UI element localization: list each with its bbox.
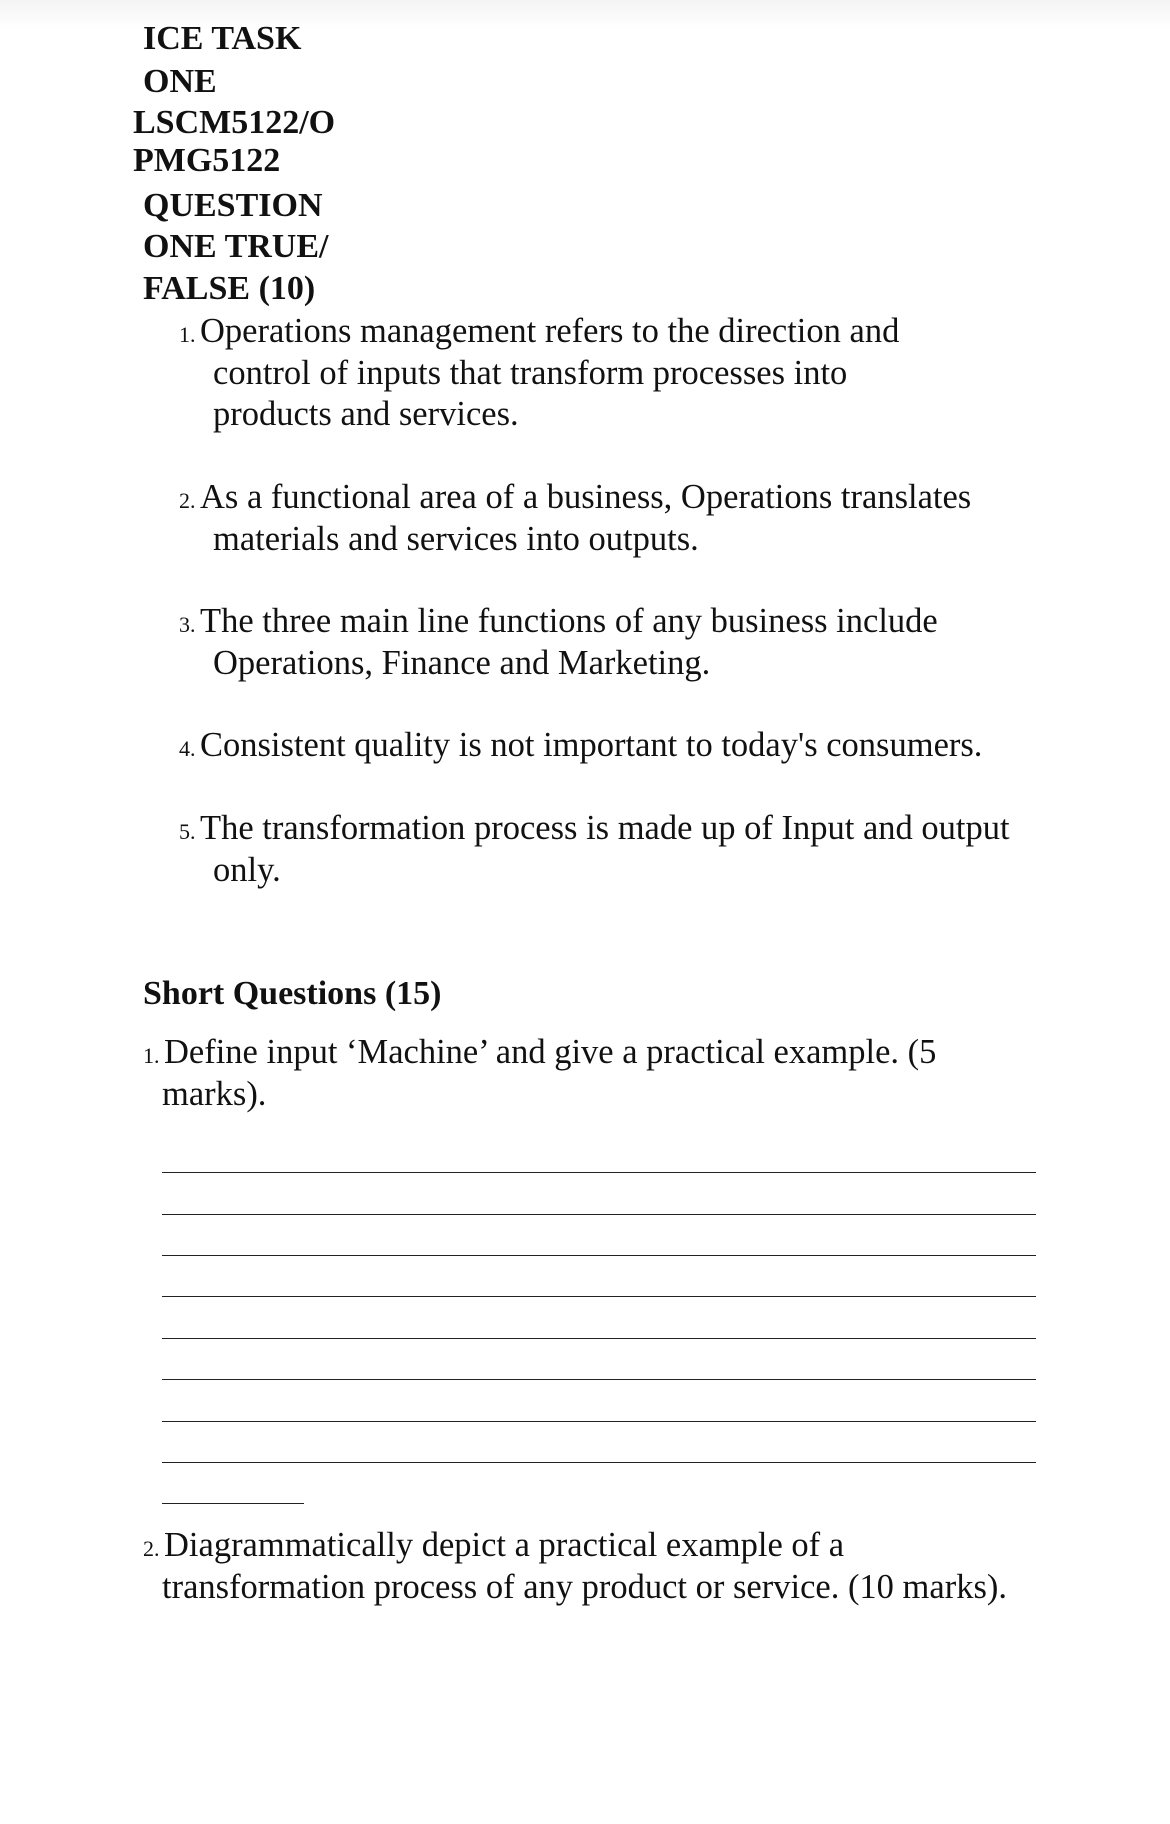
tf-item-2-line-2: materials and services into outputs. (213, 520, 699, 558)
tf-item-1-line-1: Operations management refers to the direction and (200, 312, 900, 350)
tf-item-3-number: 3. (179, 612, 196, 637)
section-one-heading-line-2: ONE TRUE/ (143, 228, 329, 265)
module-code-1: LSCM5122/O (133, 104, 336, 141)
tf-item-5-line-1: The transformation process is made up of Input and output (200, 809, 1010, 847)
tf-item-4-number: 4. (179, 736, 196, 761)
document-title-line-2: ONE (143, 63, 217, 100)
answer-line (162, 1379, 1036, 1380)
answer-line (162, 1296, 1036, 1297)
short-question-2-number: 2. (143, 1536, 160, 1561)
tf-item-2-line-1: As a functional area of a business, Operations translates (200, 478, 972, 516)
tf-item-3-line-1: The three main line functions of any business include (200, 602, 938, 640)
tf-item-1-number: 1. (179, 322, 196, 347)
answer-line (162, 1421, 1036, 1422)
tf-item-4-line-1: Consistent quality is not important to today's consumers. (200, 726, 983, 764)
document-title-line-1: ICE TASK (143, 20, 302, 57)
answer-line (162, 1214, 1036, 1215)
section-two-heading: Short Questions (15) (143, 975, 442, 1012)
answer-line-short (162, 1503, 304, 1504)
short-question-1-line-2: marks). (162, 1075, 267, 1113)
answer-line (162, 1338, 1036, 1339)
tf-item-5-line-2: only. (213, 851, 281, 889)
answer-line (162, 1255, 1036, 1256)
short-question-2-line-1: Diagrammatically depict a practical example of a (164, 1526, 845, 1564)
answer-line (162, 1462, 1036, 1463)
module-code-2: PMG5122 (133, 142, 281, 179)
tf-item-5-number: 5. (179, 819, 196, 844)
tf-item-1-line-3: products and services. (213, 395, 519, 433)
section-one-heading-line-3: FALSE (10) (143, 270, 316, 307)
short-question-2-line-2: transformation process of any product or service. (10 marks). (162, 1568, 1007, 1606)
answer-line (162, 1172, 1036, 1173)
tf-item-2-number: 2. (179, 488, 196, 513)
short-question-1-number: 1. (143, 1043, 160, 1068)
short-question-1-line-1: Define input ‘Machine’ and give a practical example. (5 (164, 1033, 937, 1071)
tf-item-3-line-2: Operations, Finance and Marketing. (213, 644, 711, 682)
tf-item-1-line-2: control of inputs that transform processes into (213, 354, 848, 392)
section-one-heading-line-1: QUESTION (143, 187, 323, 224)
